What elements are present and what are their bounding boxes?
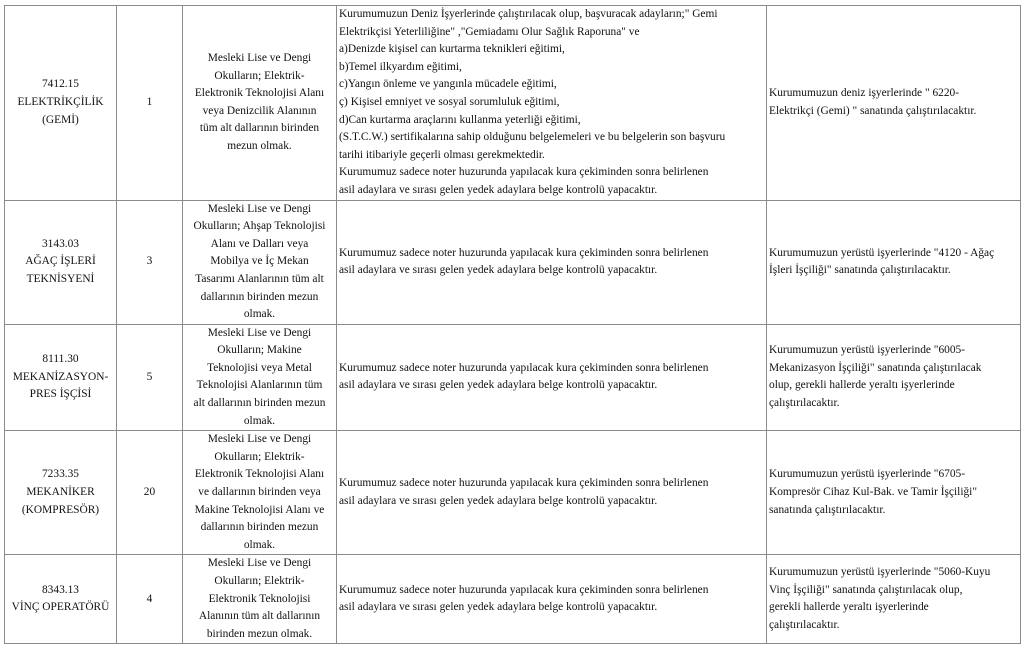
requirement-line: d)Can kurtarma araçlarını kullanma yeterliği eğitimi, [339, 113, 581, 126]
education-line: ve dallarının birinden veya [198, 486, 321, 499]
position-count-cell [117, 324, 183, 431]
position-code: 8111.30 [42, 353, 79, 366]
education-line: Okulların; Elektrik- [214, 450, 305, 463]
education-line: Okulların; Elektrik- [214, 575, 305, 587]
education-line: Tasarımı Alanlarının tüm alt [195, 272, 324, 285]
requirement-line: Kurumumuz sadece noter huzurunda yapılacak kura çekiminden sonra belirlenen [339, 246, 709, 259]
note-line: Kurumumuzun yerüstü işyerlerinde "5060-Kuyu [769, 566, 991, 579]
position-code: 3143.03 [41, 237, 80, 250]
position-title-line: MEKANİZASYON- [12, 370, 109, 383]
table-body [5, 6, 1021, 644]
position-code: 7233.35 [41, 468, 80, 481]
education-line: Makine Teknolojisi Alanı ve [194, 503, 325, 516]
position-count-cell [117, 6, 183, 201]
position-title-line: PRES İŞÇİSİ [29, 388, 92, 401]
education-cell [183, 200, 337, 324]
position-count: 1 [146, 95, 153, 108]
position-title-line: MEKANİKER [26, 486, 95, 499]
position-count-cell [117, 555, 183, 644]
position-count-cell [117, 431, 183, 555]
note-line: Mekanizasyon İşçiliği" sanatında çalıştırılacak [769, 361, 982, 374]
note-line: Kurumumuzun yerüstü işyerlerinde "6705- [769, 468, 966, 481]
note-line: Kompresör Cihaz Kul-Bak. ve Tamir İşçiliği" [769, 486, 977, 499]
requirement-line: (S.T.C.W.) sertifikalarına sahip olduğunu belgelemeleri ve bu belgelerin son başvuru [339, 131, 726, 144]
workplace-note-cell [767, 431, 1021, 555]
note-line: İşleri İşçiliği" sanatında çalıştırılacaktır. [769, 264, 951, 277]
requirement-line: Kurumumuz sadece noter huzurunda yapılacak kura çekiminden sonra belirlenen [339, 166, 709, 179]
education-line: veya Denizcilik Alanının [202, 104, 317, 117]
education-line: Alanının tüm alt dallarının [198, 610, 321, 623]
position-code-cell [5, 6, 117, 201]
position-title-line: AĞAÇ İŞLERİ [25, 255, 96, 268]
education-line: Teknolojisi veya Metal [207, 361, 312, 374]
requirement-line: asil adaylara ve sırası gelen yedek adaylara belge kontrolü yapacaktır. [339, 264, 658, 277]
education-line: tüm alt dallarının birinden [199, 122, 320, 135]
position-title-line: (GEMİ) [42, 113, 79, 126]
education-line: Elektronik Teknolojisi [208, 592, 311, 605]
note-line: çalıştırılacaktır. [769, 618, 840, 631]
workplace-note-cell [767, 324, 1021, 431]
job-positions-table [4, 5, 1021, 644]
requirements-cell [337, 324, 767, 431]
note-line: çalıştırılacaktır. [769, 397, 840, 410]
requirement-line: c)Yangın önleme ve yangınla mücadele eğitimi, [339, 78, 557, 91]
position-count: 20 [143, 486, 156, 499]
position-title-line: (KOMPRESÖR) [21, 503, 100, 516]
education-line: Okulların; Ahşap Teknolojisi [193, 220, 326, 233]
position-code-cell [5, 555, 117, 644]
education-line: Elektronik Teknolojisi Alanı [194, 468, 325, 481]
education-line: olmak. [243, 414, 276, 427]
note-line: Vinç İşçiliği" sanatında çalıştırılacak olup, [769, 583, 963, 596]
requirement-line: Kurumumuzun Deniz İşyerlerinde çalıştırılacak olup, başvuracak adayların;" Gemi [339, 8, 718, 20]
education-line: Mesleki Lise ve Dengi [207, 51, 312, 64]
requirements-cell [337, 431, 767, 555]
education-line: olmak. [243, 538, 276, 551]
requirement-line: asil adaylara ve sırası gelen yedek adaylara belge kontrolü yapacaktır. [339, 379, 658, 392]
position-title-line: ELEKTRİKÇİLİK [17, 95, 104, 108]
note-line: olup, gerekli hallerde yeraltı işyerlerinde [769, 379, 955, 392]
requirement-line: Kurumumuz sadece noter huzurunda yapılacak kura çekiminden sonra belirlenen [339, 361, 709, 374]
requirement-line: Elektrikçisi Yeterliliğine" ,"Gemiadamı Olur Sağlık Raporuna" ve [339, 25, 640, 38]
requirements-cell [337, 6, 767, 201]
requirement-line: asil adaylara ve sırası gelen yedek adaylara belge kontrolü yapacaktır. [339, 601, 658, 614]
note-line: Kurumumuzun deniz işyerlerinde " 6220- [769, 87, 960, 100]
requirement-line: tarihi itibariyle geçerli olması gerekmektedir. [339, 148, 545, 161]
position-code: 7412.15 [41, 78, 80, 91]
position-count: 3 [146, 255, 153, 268]
position-title-line: VİNÇ OPERATÖRÜ [11, 601, 110, 614]
education-line: Mesleki Lise ve Dengi [207, 433, 312, 446]
table-row [5, 555, 1021, 644]
education-line: olmak. [243, 308, 276, 321]
note-line: Kurumumuzun yerüstü işyerlerinde "4120 - Ağaç [769, 246, 995, 259]
education-cell [183, 431, 337, 555]
education-line: Mobilya ve İç Mekan [210, 255, 309, 268]
table-row [5, 200, 1021, 324]
position-count-cell [117, 200, 183, 324]
education-line: birinden mezun olmak. [206, 627, 313, 640]
requirement-line: asil adaylara ve sırası gelen yedek adaylara belge kontrolü yapacaktır. [339, 183, 658, 196]
position-count: 4 [146, 592, 153, 605]
requirement-line: ç) Kişisel emniyet ve sosyal sorumluluk eğitimi, [339, 95, 560, 108]
education-line: dallarının birinden mezun [200, 290, 319, 303]
requirement-line: Kurumumuz sadece noter huzurunda yapılacak kura çekiminden sonra belirlenen [339, 583, 709, 596]
note-line: gerekli hallerde yeraltı işyerlerinde [769, 601, 929, 614]
education-line: mezun olmak. [227, 139, 292, 152]
note-line: sanatında çalıştırılacaktır. [769, 503, 886, 516]
position-code: 8343.13 [41, 583, 80, 596]
position-code-cell [5, 324, 117, 431]
education-cell [183, 6, 337, 201]
requirements-cell [337, 200, 767, 324]
education-line: Mesleki Lise ve Dengi [207, 202, 312, 215]
requirements-cell [337, 555, 767, 644]
education-line: dallarının birinden mezun [200, 521, 319, 534]
note-line: Kurumumuzun yerüstü işyerlerinde "6005- [769, 344, 966, 357]
education-line: Okulların; Makine [217, 344, 302, 357]
table-row [5, 6, 1021, 201]
workplace-note-cell [767, 6, 1021, 201]
position-count: 5 [146, 370, 153, 383]
workplace-note-cell [767, 555, 1021, 644]
requirement-line: b)Temel ilkyardım eğitimi, [339, 60, 462, 73]
position-code-cell [5, 200, 117, 324]
position-code-cell [5, 431, 117, 555]
education-line: Elektronik Teknolojisi Alanı [194, 87, 325, 100]
education-cell [183, 555, 337, 644]
workplace-note-cell [767, 200, 1021, 324]
position-title-line: TEKNİSYENİ [26, 272, 95, 285]
table-row [5, 431, 1021, 555]
education-line: Alanı ve Dalları veya [210, 237, 309, 250]
note-line: Elektrikçi (Gemi) " sanatında çalıştırılacaktır. [769, 104, 977, 117]
requirement-line: Kurumumuz sadece noter huzurunda yapılacak kura çekiminden sonra belirlenen [339, 477, 709, 490]
education-cell [183, 324, 337, 431]
education-line: Mesleki Lise ve Dengi [207, 557, 312, 570]
education-line: Teknolojisi Alanlarının tüm [196, 379, 323, 392]
education-line: alt dallarının birinden mezun [193, 397, 326, 410]
education-line: Mesleki Lise ve Dengi [207, 326, 312, 339]
requirement-line: asil adaylara ve sırası gelen yedek adaylara belge kontrolü yapacaktır. [339, 494, 658, 507]
table-row [5, 324, 1021, 431]
education-line: Okulların; Elektrik- [214, 69, 305, 82]
requirement-line: a)Denizde kişisel can kurtarma teknikleri eğitimi, [339, 43, 565, 56]
